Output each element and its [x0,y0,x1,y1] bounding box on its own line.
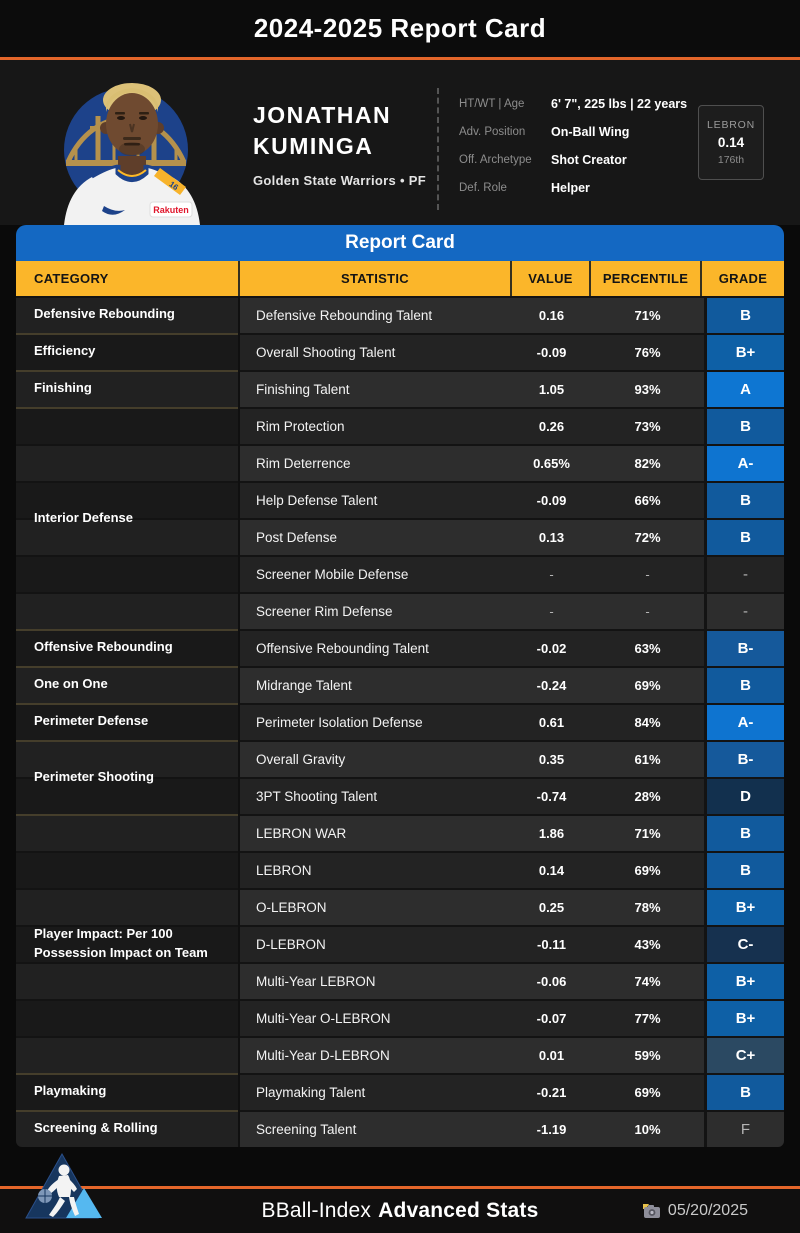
statistic-cell: Multi-Year O-LEBRON [256,1011,391,1026]
category-group [16,407,784,629]
value-cell: -0.24 [536,678,567,693]
category-cell [16,666,240,703]
footer [0,1189,800,1233]
statistic-cell: Help Defense Talent [256,493,378,508]
category-label: Perimeter Defense [34,713,149,729]
info-value: On-Ball Wing [551,124,630,139]
percentile-cell: - [645,604,650,619]
category-group [16,1073,784,1110]
table-row [240,1036,784,1073]
statistic-cell: Midrange Talent [256,678,352,693]
statistic-cell: Multi-Year LEBRON [256,974,376,989]
group-rows [240,740,784,814]
category-cell [16,703,240,740]
category-cell [16,740,240,814]
statistic-cell: Playmaking Talent [256,1085,366,1100]
category-label: Interior Defense [34,509,133,525]
group-rows [240,333,784,370]
value-cell: 0.13 [538,530,565,545]
category-cell [16,1110,240,1147]
value-cell: 1.05 [538,382,565,397]
statistic-cell: Rim Protection [256,419,345,434]
value-cell: -0.09 [536,345,567,360]
table-row [240,777,784,814]
grade-cell: A [704,372,784,407]
info-value: Shot Creator [551,152,627,167]
value-cell: - [549,604,554,619]
statistic-cell: Offensive Rebounding Talent [256,641,429,656]
percentile-cell: 61% [634,752,661,767]
footer-brand-suffix: Advanced Stats [378,1199,539,1222]
lebron-badge [698,105,764,180]
statistic-cell: LEBRON [256,863,312,878]
info-value: Helper [551,180,590,195]
grade-cell: B [704,483,784,518]
category-cell [16,407,240,629]
percentile-cell: 71% [634,826,661,841]
category-cell [16,629,240,666]
category-label: Efficiency [34,343,96,359]
statistic-cell: Overall Gravity [256,752,346,767]
percentile-cell: 28% [634,789,661,804]
statistic-cell: Defensive Rebounding Talent [256,308,433,323]
category-group [16,370,784,407]
player-last-name: KUMINGA [253,133,374,159]
info-value: 6' 7", 225 lbs | 22 years [551,96,688,111]
grade-cell: A- [704,446,784,481]
value-cell: 1.86 [538,826,565,841]
group-rows [240,407,784,629]
table-row [240,703,784,740]
statistic-cell: Screener Rim Defense [256,604,393,619]
player-card [0,60,800,225]
category-label: Offensive Rebounding [34,639,173,655]
grade-cell: B+ [704,1001,784,1036]
player-photo [14,60,244,225]
statistic-cell: Overall Shooting Talent [256,345,396,360]
grade-cell: C+ [704,1038,784,1073]
footer-brand [262,1199,539,1223]
percentile-cell: 10% [634,1122,661,1137]
column-header-value: VALUE [512,261,591,296]
group-rows [240,814,784,1073]
table-row [240,1073,784,1110]
table-row [240,962,784,999]
table-row [240,370,784,407]
info-row-off-archetype [459,152,687,167]
footer-date [642,1189,748,1233]
percentile-cell: 63% [634,641,661,656]
percentile-cell: - [645,567,650,582]
table-row [240,296,784,333]
group-rows [240,370,784,407]
column-header-grade: GRADE [718,271,768,286]
page-title: 2024-2025 Report Card [253,13,547,43]
value-cell: -1.19 [536,1122,567,1137]
table-row [240,518,784,555]
grade-cell: B [704,520,784,555]
column-header-category: CATEGORY [16,261,240,296]
grade-cell: D [704,779,784,814]
percentile-cell: 43% [634,937,661,952]
grade-cell: B+ [704,890,784,925]
statistic-cell: 3PT Shooting Talent [256,789,378,804]
category-label: Player Impact: Per 100 Possession Impact on Team [34,925,208,960]
table-row [240,555,784,592]
svg-text:Rakuten: Rakuten [153,205,189,215]
info-label: Adv. Position [459,125,526,138]
table-row [240,666,784,703]
grade-cell: B- [704,631,784,666]
percentile-cell: 78% [634,900,661,915]
statistic-cell: LEBRON WAR [256,826,347,841]
percentile-cell: 73% [634,419,661,434]
info-label: Off. Archetype [459,153,532,166]
grade-cell: A- [704,705,784,740]
value-cell: 0.61 [538,715,565,730]
info-label: HT/WT | Age [459,97,525,110]
table-row [240,629,784,666]
group-rows [240,1073,784,1110]
footer-date-text: 05/20/2025 [667,1202,748,1219]
category-label: Finishing [34,380,92,396]
percentile-cell: 66% [634,493,661,508]
percentile-cell: 84% [634,715,661,730]
statistic-cell: Perimeter Isolation Defense [256,715,423,730]
statistic-cell: Finishing Talent [256,382,350,397]
grade-cell: - [704,594,784,629]
info-row-htwt [459,96,687,111]
category-group [16,296,784,333]
grade-cell: B [704,668,784,703]
table-row [240,999,784,1036]
grade-cell: B+ [704,335,784,370]
value-cell: 0.26 [538,419,565,434]
category-cell [16,333,240,370]
grade-cell: B [704,816,784,851]
grade-cell: B [704,298,784,333]
lebron-badge-rank: 176th [717,154,745,166]
percentile-cell: 74% [634,974,661,989]
percentile-cell: 93% [634,382,661,397]
category-group [16,740,784,814]
value-cell: 0.25 [538,900,565,915]
table-row [240,851,784,888]
percentile-cell: 77% [634,1011,661,1026]
bball-index-logo-icon [24,1152,124,1224]
grade-cell: B [704,409,784,444]
table-row [240,592,784,629]
percentile-cell: 59% [634,1048,661,1063]
camera-icon [642,1203,661,1219]
svg-text:16: 16 [167,179,180,193]
category-group [16,1110,784,1147]
percentile-cell: 72% [634,530,661,545]
player-name-block [253,100,426,188]
value-cell: -0.74 [536,789,567,804]
table-row [240,925,784,962]
group-rows [240,703,784,740]
player-info-list [459,96,687,208]
table-row [240,407,784,444]
category-group [16,666,784,703]
statistic-cell: Screener Mobile Defense [256,567,409,582]
value-cell: -0.07 [536,1011,567,1026]
category-cell [16,296,240,333]
percentile-cell: 76% [634,345,661,360]
category-label: One on One [34,676,108,692]
grade-cell: - [704,557,784,592]
grade-cell: F [704,1112,784,1147]
value-cell: -0.21 [536,1085,567,1100]
value-cell: 0.01 [538,1048,565,1063]
table-row [240,740,784,777]
table-column-header [16,261,784,296]
value-cell: 0.16 [538,308,565,323]
percentile-cell: 82% [634,456,661,471]
percentile-cell: 69% [634,678,661,693]
category-group [16,814,784,1073]
column-header-percentile: PERCENTILE [591,261,702,296]
footer-brand-name: BBall-Index [261,1199,372,1222]
statistic-cell: Post Defense [256,530,338,545]
category-label: Screening & Rolling [34,1120,158,1136]
info-label: Def. Role [459,181,507,194]
category-cell [16,1073,240,1110]
grade-cell: B [704,853,784,888]
category-group [16,703,784,740]
group-rows [240,1110,784,1147]
percentile-cell: 69% [634,863,661,878]
value-cell: -0.09 [536,493,567,508]
percentile-cell: 69% [634,1085,661,1100]
percentile-cell: 71% [634,308,661,323]
statistic-cell: O-LEBRON [256,900,327,915]
value-cell: -0.02 [536,641,567,656]
table-row [240,333,784,370]
player-first-name: JONATHAN [253,102,392,128]
statistic-cell: D-LEBRON [256,937,326,952]
category-cell [16,370,240,407]
category-label: Playmaking [34,1083,107,1099]
player-team-position: Golden State Warriors • PF [253,173,426,188]
info-row-def-role [459,180,687,195]
group-rows [240,296,784,333]
value-cell: 0.14 [538,863,565,878]
category-group [16,333,784,370]
report-table [16,225,784,1147]
lebron-badge-label: LEBRON [707,119,755,131]
grade-cell: B+ [704,964,784,999]
category-group [16,629,784,666]
table-row [240,481,784,518]
table-row [240,444,784,481]
lebron-badge-value: 0.14 [717,135,745,150]
category-cell [16,814,240,1073]
top-bar [0,0,800,57]
value-cell: 0.35 [538,752,565,767]
table-title: Report Card [16,225,784,261]
info-row-adv-position [459,124,687,139]
table-row [240,814,784,851]
statistic-cell: Multi-Year D-LEBRON [256,1048,390,1063]
group-rows [240,629,784,666]
value-cell: -0.06 [536,974,567,989]
value-cell: -0.11 [537,937,566,952]
grade-cell: B [704,1075,784,1110]
table-row [240,1110,784,1147]
grade-cell: B- [704,742,784,777]
category-label: Defensive Rebounding [34,306,175,322]
statistic-cell: Screening Talent [256,1122,357,1137]
group-rows [240,666,784,703]
table-row [240,888,784,925]
category-label: Perimeter Shooting [34,768,154,784]
statistic-cell: Rim Deterrence [256,456,351,471]
value-cell: 0.65% [533,456,570,471]
value-cell: - [549,567,554,582]
table-body [16,296,784,1147]
dashed-separator [437,88,439,210]
column-header-statistic: STATISTIC [240,261,512,296]
grade-cell: C- [704,927,784,962]
